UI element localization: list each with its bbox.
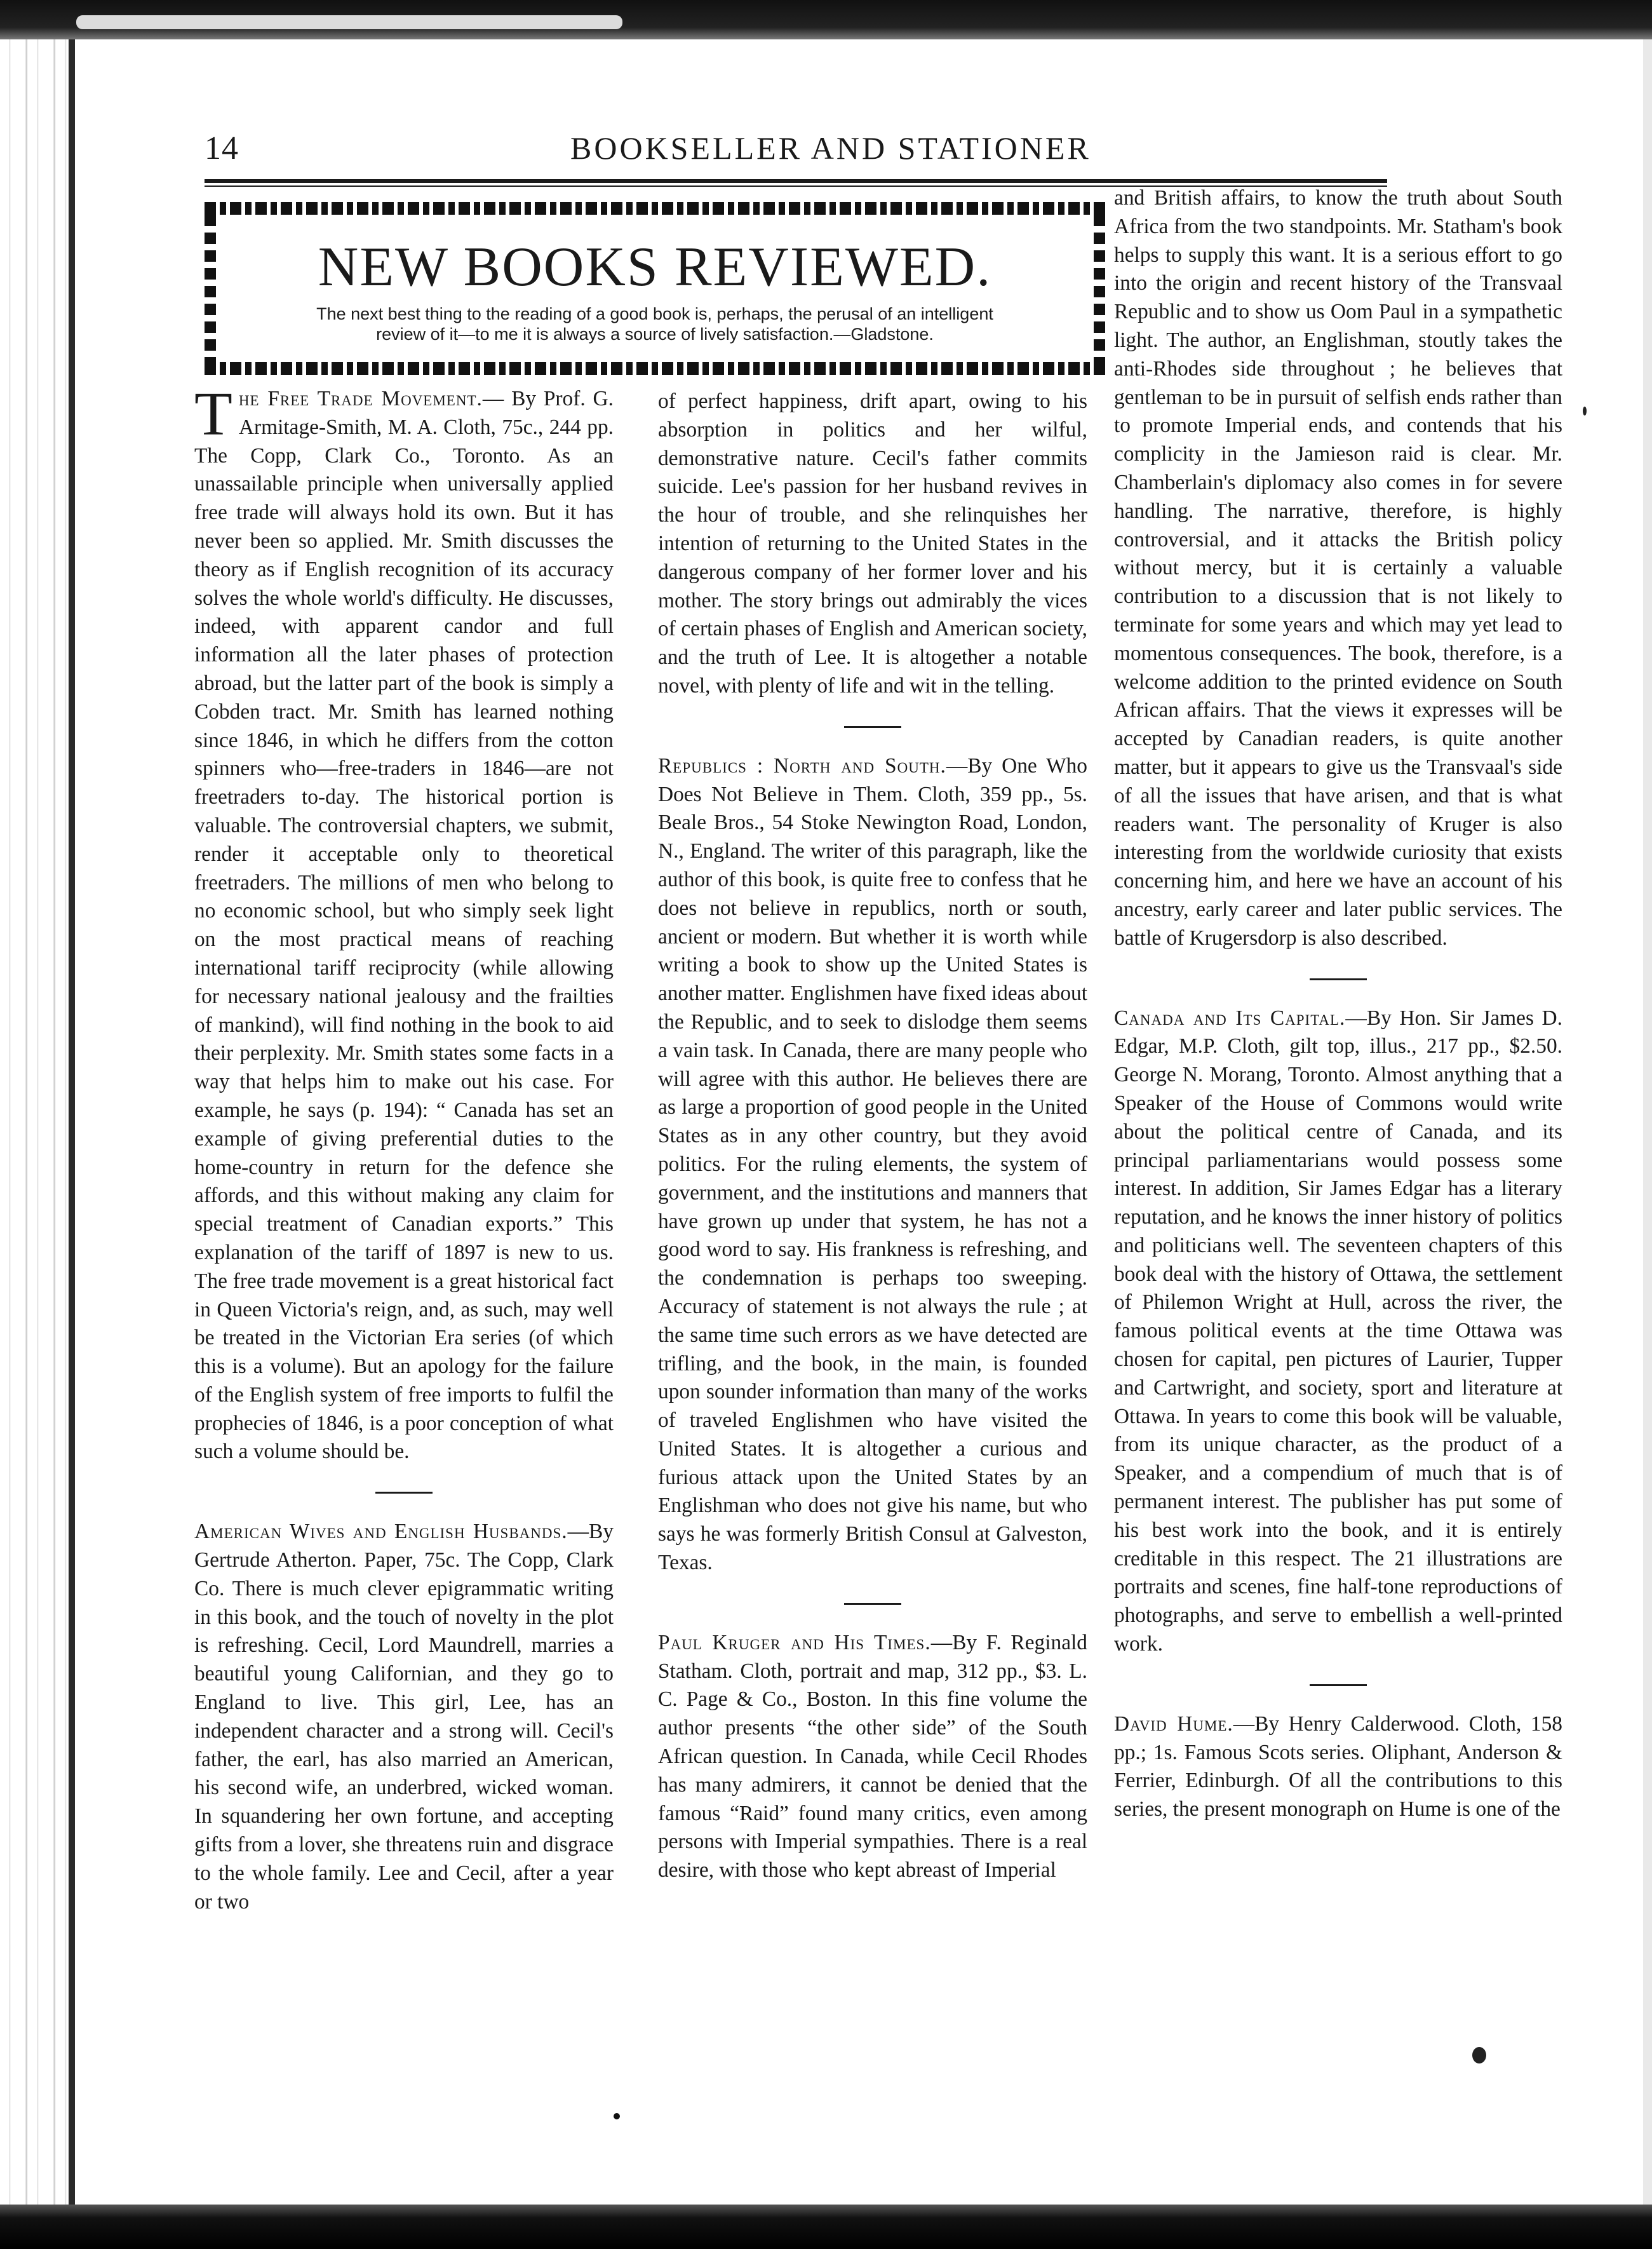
header-rule [205, 179, 1387, 183]
epigraph [255, 304, 1054, 344]
section-separator [844, 1603, 901, 1605]
scan-speck [1583, 407, 1587, 415]
review-body: —By One Who Does Not Believe in Them. Cloth, 359 pp., 5s. Beale Bros., 54 Stoke Newington Road, London, N., England. The writer of this paragraph, like the author of this book, is quite free to confess that he does not believe in republics, north or south, ancient or modern. But whether it is worth while writing a book to show up the United States is another matter. Englishmen have fixed ideas about the Republic, and to seek to dislodge them seems a vain task. In Canada, there are many people who will agree with this author. He believes there are as large a proportion of good people in the United States as in any other country, but they avoid politics. For the ruling elements, the system of government, and the institutions and manners that have grown up under that system, he has not a good word to say. His frankness is refreshing, and the condemnation is perhaps too sweeping. Accuracy of statement is not always the rule ; at the same time such errors as we have detected are trifling, and the book, in the main, is founded upon sounder information than many of the works of traveled Englishmen who have visited the United States. It is altogether a curious and furious attack upon the United States by an Englishman who does not give his name, but who says he was formerly British Consul at Galveston, Texas. [658, 753, 1087, 1575]
review-heading: Republics : North and South. [658, 753, 946, 778]
review-american-wives [194, 1518, 614, 1916]
section-separator [1310, 978, 1367, 980]
review-body: —By Henry Calderwood. Cloth, 158 pp.; 1s. Famous Scots series. Oliphant, Anderson & Ferrier, Edinburgh. Of all the contributions to this series, the present monograph on Hume is one of the [1114, 1712, 1562, 1821]
review-heading: Paul Kruger and His Times. [658, 1630, 931, 1654]
section-separator [375, 1492, 433, 1494]
epigraph-line-1: The next best thing to the reading of a good book is, perhaps, the perusal of an intelligent [316, 304, 993, 323]
review-canada-capital [1114, 1004, 1562, 1659]
column-2 [658, 388, 1087, 1885]
drop-cap: T [194, 380, 232, 449]
review-free-trade [194, 380, 614, 1466]
review-republics [658, 752, 1087, 1577]
review-heading: Canada and Its Capital. [1114, 1006, 1346, 1030]
column-1 [194, 380, 614, 1916]
review-body: —By F. Reginald Statham. Cloth, portrait and map, 312 pp., $3. L. C. Page & Co., Boston. In this fine volume the author presents “the other side” of the South African question. In Canada, while Cecil Rhodes has many admirers, it cannot be denied that the famous “Raid” found many critics, even among persons with Imperial sympathies. There is a real desire, with those who kept abreast of Imperial [658, 1630, 1087, 1882]
column-3 [1114, 184, 1562, 1824]
scan-binding-edge [69, 39, 75, 2206]
ornamental-border-bottom [205, 362, 1105, 375]
review-american-wives-continued: of perfect happiness, drift apart, owing to his absorption in politics and her wilful, demonstrative nature. Cecil's father commits suicide. Lee's passion for her husband revives in the hour of trouble, and she relinquishes her intention of returning to the United States in the dangerous company of her former lover and his mother. The story brings out admirably the vices of certain phases of English and American society, and the truth of Lee. It is altogether a notable novel, with plenty of life and wit in the telling. [658, 389, 1087, 698]
scan-top-highlight [76, 15, 622, 29]
review-heading: American Wives and English Husbands. [194, 1520, 568, 1544]
scan-left-border [0, 39, 75, 2206]
review-paul-kruger [658, 1629, 1087, 1885]
section-separator [1310, 1684, 1367, 1686]
section-title: NEW BOOKS REVIEWED. [318, 236, 992, 298]
review-body: — By Prof. G. Armitage-Smith, M. A. Cloth, 75c., 244 pp. The Copp, Clark Co., Toronto. As an unassailable principle when universally applied free trade will always hold its own. But it has never been so applied. Mr. Smith discusses the theory as if English recognition of its accuracy solves the whole world's difficulty. He discusses, indeed, with apparent candor and full information all the later phases of protection abroad, but the latter part of the book is simply a Cobden tract. Mr. Smith has learned nothing since 1846, in which he differs from the cotton spinners who—free-traders in 1846—are not freetraders to-day. The historical portion is valuable. The controversial chapters, we submit, render it acceptable only to theoretical freetraders. The millions of men who belong to no economic school, but who simply seek light on the most practical means of reaching international tariff reciprocity (while allowing for necessary national jealousy and the frailties of mankind), will find nothing in the book to aid their perplexity. Mr. Smith states some facts in a way that helps him to make out his case. For example, he says (p. 194): “ Canada has set an example of giving preferential duties to the home-country in return for the defence she affords, and this without making any claim for special treatment of Canadian exports.” This explanation of the tariff of 1897 is new to us. The free trade movement is a great historical fact in Queen Victoria's reign, and, as such, may well be treated in the Victorian Era series (of which this is a volume). But an apology for the failure of the English system of free imports to fulfil the prophecies of 1846, is a poor conception of what such a volume should be. [194, 387, 614, 1464]
review-body: —By Hon. Sir James D. Edgar, M.P. Cloth, gilt top, illus., 217 pp., $2.50. George N. Morang, Toronto. Almost anything that a Speaker of the House of Commons would write about the political centre of Canada, and its principal parliamentarians would possess some interest. In addition, Sir James Edgar has a literary reputation, and he knows the inner history of politics and politicians well. The seventeen chapters of this book deal with the history of Ottawa, the settlement of Philemon Wright at Hull, across the river, the famous political events at the time Ottawa was chosen for capital, pen pictures of Laurier, Tupper and Cartwright, and society, sport and literature at Ottawa. In years to come this book will be valuable, from its unique character, as the product of a Speaker, and a compendium of much that is of permanent interest. The publisher has put some of his best work into the book, and it is entirely creditable in this respect. The 21 illustrations are portraits and scenes, fine half-tone reproductions of photographs, and serve to embellish a well-printed work. [1114, 1006, 1562, 1656]
review-heading: David Hume. [1114, 1712, 1233, 1736]
ornamental-border-top [205, 202, 1105, 215]
section-banner [205, 202, 1105, 375]
review-body: —By Gertrude Atherton. Paper, 75c. The Copp, Clark Co. There is much clever epigrammatic writing in this book, and the touch of novelty in the plot is refreshing. Cecil, Lord Maundrell, marries a beautiful young Californian, and they go to England to live. This girl, Lee, has an independent character and a strong will. Cecil's father, the earl, has also married an American, his second wife, an underbred, wicked woman. In squandering her own fortune, and accepting gifts from a lover, she threatens ruin and disgrace to the whole family. Lee and Cecil, after a year or two [194, 1520, 614, 1914]
footer-dot [614, 2113, 620, 2119]
ink-blot [1472, 2047, 1486, 2063]
scan-bottom-border [0, 2205, 1652, 2249]
review-heading: he Free Trade Movement. [238, 387, 483, 410]
section-separator [844, 726, 901, 728]
page-number: 14 [205, 130, 239, 166]
epigraph-line-2: review of it—to me it is always a source of lively satisfaction.—Gladstone. [376, 325, 934, 344]
scan-right-border [1643, 39, 1652, 2206]
review-david-hume [1114, 1710, 1562, 1824]
running-title: BOOKSELLER AND STATIONER [570, 130, 1091, 166]
review-paul-kruger-continued: and British affairs, to know the truth about South Africa from the two standpoints. Mr. Statham's book helps to supply this want. It is a serious effort to go into the origin and recent history of the Transvaal Republic and to show us Oom Paul in a sympathetic light. The author, an Englishman, stoutly takes the anti-Rhodes side throughout ; he believes that gentleman to be in pursuit of selfish ends rather than to promote Imperial ends, and contends that his complicity in the Jamieson raid is clear. Mr. Chamberlain's diplomacy also comes in for severe handling. The narrative, therefore, is highly controversial, and it attacks the British policy without mercy, but it is certainly a valuable contribution to a discussion that is not likely to terminate for some years and which may yet lead to momentous consequences. The book, therefore, is a welcome addition to the printed evidence on South African affairs. That the views it expresses will be accepted by Canadian readers, is quite another matter, but it appears to give us the Transvaal's side of all the issues that have arisen, and that is what readers want. The personality of Kruger is also interesting from the worldwide curiosity that exists concerning him, and here we have an account of his ancestry, early career and later public services. The battle of Krugersdorp is also described. [1114, 186, 1562, 950]
